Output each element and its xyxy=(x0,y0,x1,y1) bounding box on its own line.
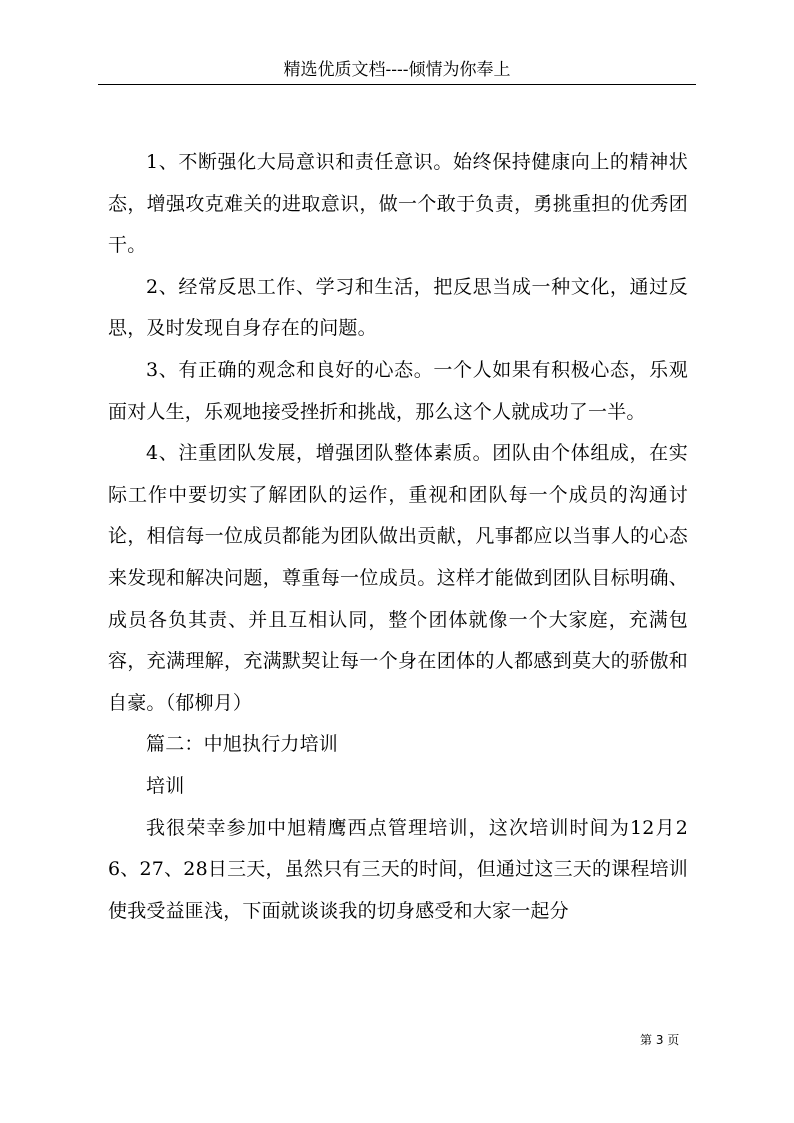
paragraph-2: 2、经常反思工作、学习和生活，把反思当成一种文化，通过反思，及时发现自身存在的问题。 xyxy=(108,275,688,340)
paragraph-5: 我很荣幸参加中旭精鹰西点管理培训，这次培训时间为12月26、27、28日三天，虽然只有三天的时间，但通过这三天的课程培训使我受益匪浅，下面就谈谈我的切身感受和大家一起分 xyxy=(108,816,688,922)
page-number: 第 3 页 xyxy=(640,1033,680,1047)
sub-heading: 培训 xyxy=(146,774,185,797)
section-heading: 篇二：中旭执行力培训 xyxy=(146,733,339,756)
paragraph-4: 4、注重团队发展，增强团队整体素质。团队由个体组成，在实际工作中要切实了解团队的运作，重视和团队每一个成员的沟通讨论，相信每一位成员都能为团队做出贡献，凡事都应以当事人的心态来发现和解决问题，尊重每一位成员。这样才能做到团队目标明确、成员各负其责、并且互相认同，整个团体就像一个大家庭，充满包容，充满理解，充满默契让每一个身在团体的人都感到莫大的骄傲和自豪。（郁柳月） xyxy=(108,442,688,714)
paragraph-3: 3、有正确的观念和良好的心态。一个人如果有积极心态，乐观面对人生，乐观地接受挫折和挑战，那么这个人就成功了一半。 xyxy=(108,358,688,423)
page-header: 精选优质文档----倾情为你奉上 xyxy=(98,56,696,85)
paragraph-1: 1、不断强化大局意识和责任意识。始终保持健康向上的精神状态，增强攻克难关的进取意识，做一个敢于负责，勇挑重担的优秀团干。 xyxy=(108,151,688,257)
document-body xyxy=(108,142,688,932)
